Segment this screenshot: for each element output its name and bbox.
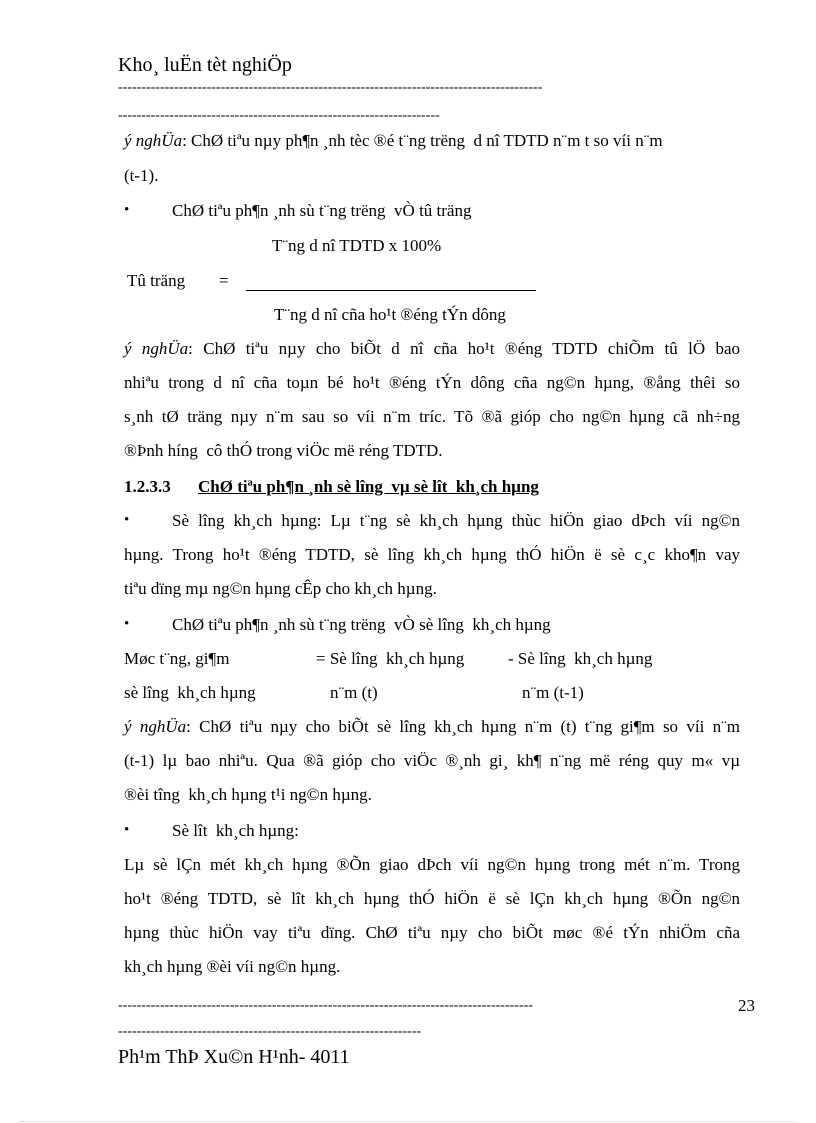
- formula-1-numerator: T¨ng d nî TDTD x 100%: [272, 236, 442, 255]
- formula-2-row-2-label: sè lîng kh¸ch hµng: [124, 683, 256, 702]
- meaning-paragraph-3-line-2: (t-1) lµ bao nhiªu. Qua ®ã gióp cho viÖc ®¸nh gi¸ kh¶ n¨ng më réng quy m« vµ: [124, 751, 740, 770]
- formula-2-row-1-term-2: - Sè lîng kh¸ch hµng: [508, 649, 653, 668]
- meaning-paragraph-1: ý nghÜa: ChØ tiªu nµy ph¶n ¸nh tèc ®é t¨ng trëng d nî TDTD n¨m t so víi n¨m: [124, 131, 663, 150]
- meaning-paragraph-3-line-3: ®èi tîng kh¸ch hµng t¹i ng©n hµng.: [124, 785, 372, 804]
- section-title: ChØ tiªu ph¶n ¸nh sè lîng vµ sè lît kh¸ch hµng: [198, 477, 539, 496]
- section-number: 1.2.3.3: [124, 477, 171, 496]
- meaning-paragraph-2-line-2: nhiªu trong d nî cña toµn bé ho¹t ®éng tÝn dông cña ng©n hµng, ®ång thêi so: [124, 373, 740, 392]
- meaning-label: ý nghÜa: [124, 717, 187, 736]
- header-title: Kho¸ luËn tèt nghiÖp: [118, 54, 292, 76]
- formula-2-row-1-label: Møc t¨ng, gi¶m: [124, 649, 230, 668]
- page-number: 23: [738, 996, 755, 1015]
- formula-2-row-2-term-1: n¨m (t): [330, 683, 378, 702]
- formula-1-fraction-line: [246, 290, 536, 291]
- bullet-item-customer-count-line-3: tiªu dïng mµ ng©n hµng cÊp cho kh¸ch hµng.: [124, 579, 437, 598]
- visit-count-paragraph-line-3: hµng thùc hiÖn vay tiªu dïng. ChØ tiªu nµy cho biÕt møc ®é tÝn nhiÖm cña: [124, 923, 740, 942]
- visit-count-paragraph-line-2: ho¹t ®éng TDTD, sè lît kh¸ch hµng thÓ hiÖn ë sè lÇn kh¸ch hµng ®Õn ng©n: [124, 889, 740, 908]
- header-rule-1: -------------------------------------------------------------------------------------------: [118, 80, 543, 95]
- meaning-paragraph-3: ý nghÜa: ChØ tiªu nµy cho biÕt sè lîng kh¸ch hµng n¨m (t) t¨ng gi¶m so víi n¨m: [124, 717, 740, 736]
- meaning-paragraph-1-line-2: (t-1).: [124, 166, 159, 185]
- meaning-paragraph-2-line-3: s¸nh tØ träng nµy n¨m sau so víi n¨m tríc. Tõ ®ã gióp cho ng©n hµng cã nh÷ng: [124, 407, 740, 426]
- bullet-icon: •: [124, 202, 130, 218]
- bullet-icon: •: [124, 512, 130, 528]
- bullet-icon: •: [124, 616, 130, 632]
- formula-2-row-2-term-2: n¨m (t-1): [522, 683, 584, 702]
- bullet-item-customer-count: Sè lîng kh¸ch hµng: Lµ t¨ng sè kh¸ch hµng thùc hiÖn giao dÞch víi ng©n: [172, 511, 740, 530]
- page-bottom-divider: [20, 1121, 796, 1122]
- bullet-item-customer-growth: ChØ tiªu ph¶n ¸nh sù t¨ng trëng vÒ sè lîng kh¸ch hµng: [172, 615, 551, 634]
- formula-2-row-1-term-1: = Sè lîng kh¸ch hµng: [316, 649, 465, 668]
- bullet-icon: •: [124, 822, 130, 838]
- meaning-label: ý nghÜa: [124, 131, 183, 150]
- footer-author: Ph¹m ThÞ Xu©n H¹nh- 4011: [118, 1046, 350, 1068]
- visit-count-paragraph: Lµ sè lÇn mét kh¸ch hµng ®Õn giao dÞch víi ng©n hµng trong mét n¨m. Trong: [124, 855, 740, 874]
- footer-rule-2: -----------------------------------------------------------------: [118, 1024, 422, 1039]
- visit-count-paragraph-line-4: kh¸ch hµng ®èi víi ng©n hµng.: [124, 957, 341, 976]
- formula-1-denominator: T¨ng d nî cña ho¹t ®éng tÝn dông: [274, 305, 506, 324]
- bullet-item-visit-count: Sè lît kh¸ch hµng:: [172, 821, 299, 840]
- header-rule-2: ---------------------------------------------------------------------: [118, 108, 440, 123]
- meaning-paragraph-2-line-4: ®Þnh híng cô thÓ trong viÖc më réng TDTD.: [124, 441, 443, 460]
- formula-1-lhs: Tû träng: [127, 271, 186, 290]
- meaning-paragraph-2: ý nghÜa: ChØ tiªu nµy cho biÕt d nî cña ho¹t ®éng TDTD chiÕm tû lÖ bao: [124, 339, 740, 358]
- bullet-item-customer-count-line-2: hµng. Trong ho¹t ®éng TDTD, sè lîng kh¸ch hµng thÓ hiÖn ë sè c¸c kho¶n vay: [124, 545, 740, 564]
- meaning-label: ý nghÜa: [124, 339, 189, 358]
- bullet-item-growth-ratio: ChØ tiªu ph¶n ¸nh sù t¨ng trëng vÒ tû träng: [172, 201, 472, 220]
- footer-rule-1: -----------------------------------------------------------------------------------------: [118, 998, 533, 1013]
- formula-1-equals: =: [219, 271, 229, 290]
